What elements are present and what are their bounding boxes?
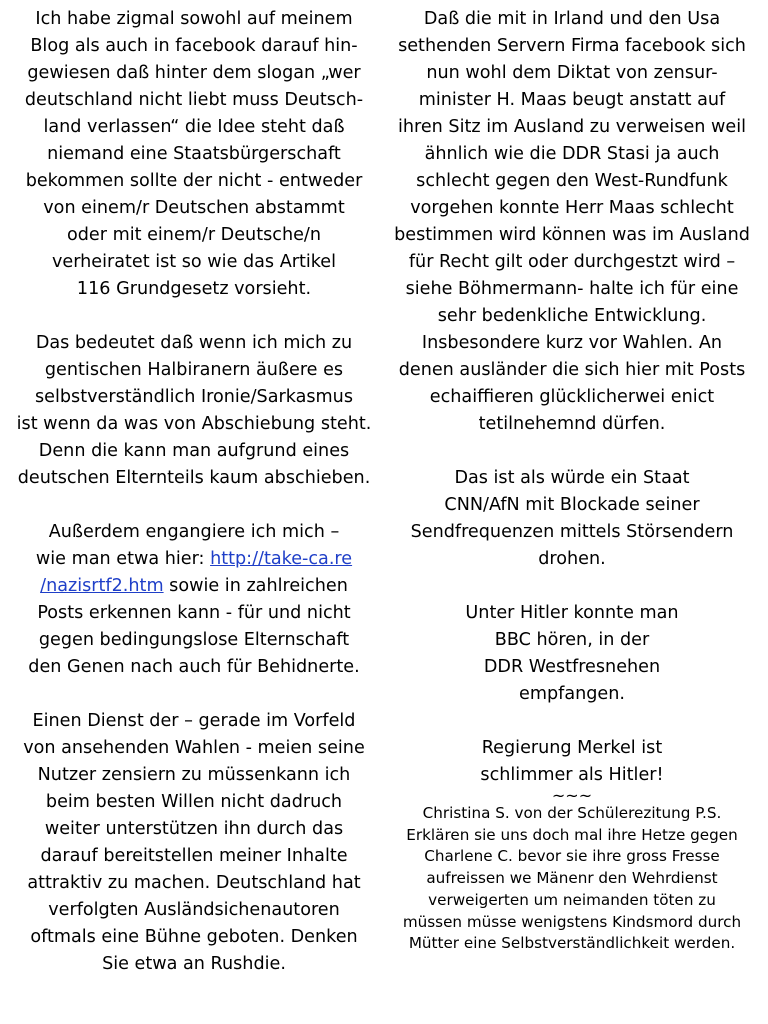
text-line: CNN/AfN mit Blockade seiner <box>444 495 700 515</box>
text-line: land verlassen“ die Idee steht daß <box>43 117 345 137</box>
text-line: ähnlich wie die DDR Stasi ja auch <box>424 144 720 164</box>
text-line: Daß die mit in Irland und den Usa <box>423 9 721 29</box>
text-line: vorgehen konnte Herr Maas schlecht <box>410 198 734 218</box>
text-line <box>6 573 382 600</box>
text-line: deutschen Elternteils kaum abschieben. <box>17 468 371 488</box>
text-line: nun wohl dem Diktat von zensur- <box>426 63 718 83</box>
text-line: ist wenn da was von Abschiebung steht. <box>16 414 372 434</box>
left-paragraph-4 <box>6 708 382 978</box>
text-line: Ich habe zigmal sowohl auf meinem <box>35 9 353 29</box>
text-line: für Recht gilt oder durchgestzt wird – <box>408 252 736 272</box>
paragraph-gap <box>380 573 764 600</box>
text-fragment: sowie in zahlreichen <box>163 576 348 596</box>
text-line: sethenden Servern Firma facebook sich <box>398 36 746 56</box>
text-line: schlimmer als Hitler! <box>480 765 664 785</box>
text-line: Charlene C. bevor sie ihre gross Fresse <box>424 847 720 866</box>
right-paragraph-2 <box>380 465 764 573</box>
text-line: Sendfrequenzen mittels Störsendern <box>410 522 734 542</box>
text-line: Außerdem engangiere ich mich – <box>48 522 340 542</box>
text-line: verfolgten Ausländsichenautoren <box>48 900 340 920</box>
text-line: siehe Böhmermann- halte ich für eine <box>405 279 739 299</box>
text-line: gegen bedingungslose Elternschaft <box>38 630 350 650</box>
text-line: Das bedeutet daß wenn ich mich zu <box>35 333 353 353</box>
text-line: bekommen sollte der nicht - entweder <box>25 171 363 191</box>
paragraph-gap <box>380 708 764 735</box>
text-line: sehr bedenkliche Entwicklung. <box>437 306 707 326</box>
text-line: minister H. Maas beugt anstatt auf <box>418 90 726 110</box>
text-line: verweigerten um neimanden töten zu <box>428 890 716 909</box>
paragraph-gap <box>380 438 764 465</box>
paragraph-gap <box>6 681 382 708</box>
right-column <box>380 6 764 955</box>
text-line: Posts erkennen kann - für und nicht <box>37 603 351 623</box>
text-line: Das ist als würde ein Staat <box>454 468 690 488</box>
text-line: ihren Sitz im Ausland zu verweisen weil <box>397 117 747 137</box>
text-line: niemand eine Staatsbürgerschaft <box>47 144 341 164</box>
text-line: Denn die kann man aufgrund eines <box>38 441 350 461</box>
link-text: http://take-ca.re <box>210 549 353 569</box>
text-line: deutschland nicht liebt muss Deutsch- <box>24 90 364 110</box>
text-line: gentischen Halbiranern äußere es <box>44 360 344 380</box>
text-line: 116 Grundgesetz vorsieht. <box>76 279 312 299</box>
left-column <box>6 6 382 978</box>
right-paragraph-3 <box>380 600 764 708</box>
right-paragraph-5 <box>380 803 764 955</box>
text-line: müssen müsse wenigstens Kindsmord durch <box>402 912 742 931</box>
text-line: oder mit einem/r Deutsche/n <box>67 225 321 245</box>
text-line: Einen Dienst der – gerade im Vorfeld <box>32 711 356 731</box>
text-line: oftmals eine Bühne geboten. Denken <box>30 927 358 947</box>
text-line: Regierung Merkel ist <box>481 738 663 758</box>
text-line: schlecht gegen den West-Rundfunk <box>416 171 728 191</box>
text-line: weiter unterstützen ihn durch das <box>44 819 344 839</box>
link-text: /nazisrtf2.htm <box>40 576 164 596</box>
text-line: von ansehenden Wahlen - meien seine <box>23 738 365 758</box>
text-line: DDR Westfresnehen <box>483 657 661 677</box>
text-line: selbstverständlich Ironie/Sarkasmus <box>35 387 353 407</box>
left-paragraph-3 <box>6 519 382 681</box>
text-line: Blog als auch in facebook darauf hin- <box>30 36 358 56</box>
text-line: empfangen. <box>519 684 625 704</box>
text-line: BBC hören, in der <box>494 630 650 650</box>
paragraph-gap <box>6 303 382 330</box>
text-line: tetilnehemnd dürfen. <box>478 414 666 434</box>
left-paragraph-2 <box>6 330 382 492</box>
text-line: Sie etwa an Rushdie. <box>102 954 286 974</box>
text-line: Mütter eine Selbstverständlichkeit werden. <box>408 934 736 953</box>
text-line: beim besten Willen nicht dadruch <box>45 792 343 812</box>
text-line: attraktiv zu machen. Deutschland hat <box>27 873 361 893</box>
text-line: gewiesen daß hinter dem slogan „wer <box>27 63 361 83</box>
text-line: Unter Hitler konnte man <box>465 603 679 623</box>
text-line: aufreissen we Mänenr den Wehrdienst <box>426 869 718 888</box>
text-line: verheiratet ist so wie das Artikel <box>51 252 337 272</box>
text-line: Nutzer zensiern zu müssenkann ich <box>37 765 351 785</box>
text-line <box>6 546 382 573</box>
text-line: drohen. <box>538 549 606 569</box>
text-line: den Genen nach auch für Behidnerte. <box>28 657 360 677</box>
hyperlink[interactable] <box>40 576 163 596</box>
text-line: darauf bereitstellen meiner Inhalte <box>40 846 348 866</box>
hyperlink[interactable] <box>210 549 352 569</box>
text-line: denen ausländer die sich hier mit Posts <box>398 360 746 380</box>
right-paragraph-1 <box>380 6 764 438</box>
text-line: von einem/r Deutschen abstammt <box>43 198 345 218</box>
paragraph-gap <box>6 492 382 519</box>
left-paragraph-1 <box>6 6 382 303</box>
text-fragment: wie man etwa hier: <box>35 549 211 569</box>
section-separator: ~~~ <box>551 786 593 805</box>
right-paragraph-4 <box>380 735 764 789</box>
text-line: bestimmen wird können was im Ausland <box>394 225 750 245</box>
text-line: echaiffieren glücklicherwei enict <box>429 387 715 407</box>
text-line: Christina S. von der Schülerezitung P.S. <box>422 804 722 822</box>
text-line: Insbesondere kurz vor Wahlen. An <box>421 333 723 353</box>
text-line: Erklären sie uns doch mal ihre Hetze gegen <box>406 825 738 844</box>
